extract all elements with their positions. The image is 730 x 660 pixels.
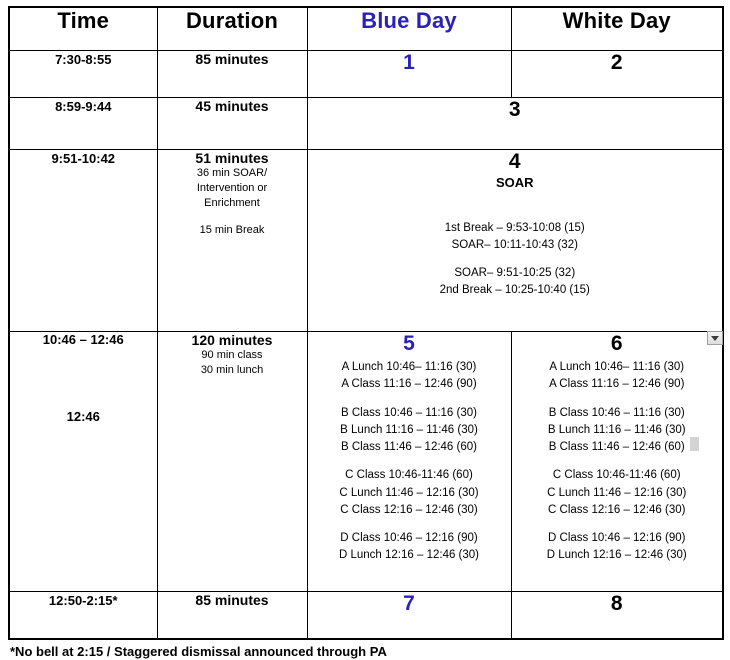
chevron-down-glyph (711, 336, 719, 341)
duration-detail-line: 90 min class (201, 349, 263, 361)
cell-white-period-8 (511, 592, 723, 639)
soar-line: 1st Break – 9:53-10:08 (15) (444, 222, 585, 235)
period-number: 1 (403, 51, 415, 74)
lunch-group-d (512, 530, 723, 565)
duration-value: 85 minutes (195, 51, 269, 67)
column-header-white-day: White Day (511, 7, 723, 51)
lunch-group-c (308, 467, 511, 519)
lunch-line: B Lunch 11:16 – 11:46 (30) (340, 423, 478, 436)
lunch-group-c (512, 467, 723, 519)
spacer (308, 253, 723, 265)
period-number: 7 (403, 592, 415, 615)
lunch-line: B Class 10:46 – 11:16 (30) (341, 406, 477, 419)
footnote-text: *No bell at 2:15 / Staggered dismissal announced through PA (10, 643, 387, 659)
cell-duration-period-4 (157, 150, 307, 332)
period-number: 8 (610, 592, 623, 615)
column-header-duration: Duration (157, 7, 307, 51)
soar-detail-block (308, 220, 723, 299)
duration-value: 51 minutes (195, 150, 269, 166)
cell-time-period-7 (9, 592, 157, 639)
period-number: 4 (508, 150, 521, 173)
duration-detail-line: 30 min lunch (200, 363, 264, 376)
lunch-line: D Class 10:46 – 12:16 (90) (340, 532, 478, 545)
time-value: 12:50-2:15* (48, 593, 118, 608)
column-header-time: Time (9, 7, 157, 51)
period-number: 5 (403, 332, 415, 355)
cell-time-period-5 (9, 332, 157, 592)
time-value: 10:46 – 12:46 (42, 332, 124, 347)
period-number: 3 (508, 98, 521, 121)
lunch-line: A Class 11:16 – 12:46 (90) (341, 378, 477, 391)
lunch-line: B Class 11:46 – 12:46 (60) (548, 441, 685, 454)
column-header-blue-day: Blue Day (307, 7, 511, 51)
lunch-line: B Lunch 11:16 – 11:46 (30) (547, 423, 686, 436)
lunch-line: D Lunch 12:16 – 12:46 (30) (338, 549, 480, 562)
table-row-period-1-2 (9, 51, 723, 98)
duration-detail-line: 36 min SOAR/ (196, 167, 268, 179)
table-row-period-7-8 (9, 592, 723, 639)
lunch-line: C Lunch 11:46 – 12:16 (30) (339, 486, 479, 499)
lunch-group-b (308, 405, 511, 457)
table-header-row (9, 7, 723, 51)
lunch-line: C Class 12:16 – 12:46 (30) (340, 503, 478, 516)
duration-detail-line: 15 min Break (199, 223, 265, 236)
lunch-group-a (308, 359, 511, 394)
table-row-period-4-soar (9, 150, 723, 332)
cell-blue-period-7 (307, 592, 511, 639)
cell-duration-period-5 (157, 332, 307, 592)
text-selection-highlight (690, 437, 699, 451)
spacer (158, 211, 307, 223)
time-value-secondary: 12:46 (66, 409, 100, 424)
cell-blue-period-5 (307, 332, 511, 592)
period-number: 6 (610, 332, 623, 355)
lunch-line: A Class 11:16 – 12:46 (90) (549, 378, 685, 391)
cell-time-period-4 (9, 150, 157, 332)
lunch-group-d (308, 530, 511, 565)
table-row-period-3 (9, 98, 723, 150)
duration-detail-line: Intervention or (196, 181, 268, 194)
cell-merged-period-4 (307, 150, 723, 332)
soar-label: SOAR (495, 175, 534, 191)
cell-white-period-6 (511, 332, 723, 592)
lunch-line: D Class 10:46 – 12:16 (90) (548, 532, 686, 545)
cell-duration-period-7 (157, 592, 307, 639)
duration-value: 85 minutes (195, 592, 269, 608)
lunch-line: C Class 10:46-11:46 (60) (552, 469, 681, 482)
bell-schedule-table (8, 6, 724, 640)
lunch-line: C Lunch 11:46 – 12:16 (30) (547, 486, 687, 499)
cell-time-period-1 (9, 51, 157, 98)
cell-blue-period-1 (307, 51, 511, 98)
lunch-line: A Lunch 10:46– 11:16 (30) (341, 361, 477, 374)
chevron-down-icon[interactable] (707, 331, 723, 345)
lunch-schedule-list-blue (308, 359, 511, 565)
cell-time-period-3 (9, 98, 157, 150)
time-value: 8:59-9:44 (55, 99, 112, 114)
lunch-line: C Class 12:16 – 12:46 (30) (548, 503, 686, 516)
lunch-line: A Lunch 10:46– 11:16 (30) (549, 361, 685, 374)
table-row-period-5-6 (9, 332, 723, 592)
duration-value: 45 minutes (195, 98, 269, 114)
cell-duration-period-1 (157, 51, 307, 98)
lunch-line: C Class 10:46-11:46 (60) (345, 469, 473, 482)
lunch-line: D Lunch 12:16 – 12:46 (30) (546, 549, 687, 562)
lunch-schedule-list-white (512, 359, 723, 565)
soar-line: 2nd Break – 10:25-10:40 (15) (439, 284, 590, 297)
period-number: 2 (610, 51, 623, 74)
lunch-line: B Class 11:46 – 12:46 (60) (341, 441, 477, 454)
soar-line: SOAR– 9:51-10:25 (32) (454, 267, 576, 280)
lunch-line: B Class 10:46 – 11:16 (30) (548, 406, 685, 419)
cell-duration-period-3 (157, 98, 307, 150)
lunch-group-a (512, 359, 723, 394)
duration-detail-line: Enrichment (204, 196, 260, 209)
soar-line: SOAR– 10:11-10:43 (32) (451, 238, 578, 251)
time-value: 7:30-8:55 (55, 52, 112, 67)
duration-value: 120 minutes (191, 332, 273, 348)
cell-white-period-2 (511, 51, 723, 98)
time-value: 9:51-10:42 (51, 151, 116, 166)
cell-merged-period-3 (307, 98, 723, 150)
